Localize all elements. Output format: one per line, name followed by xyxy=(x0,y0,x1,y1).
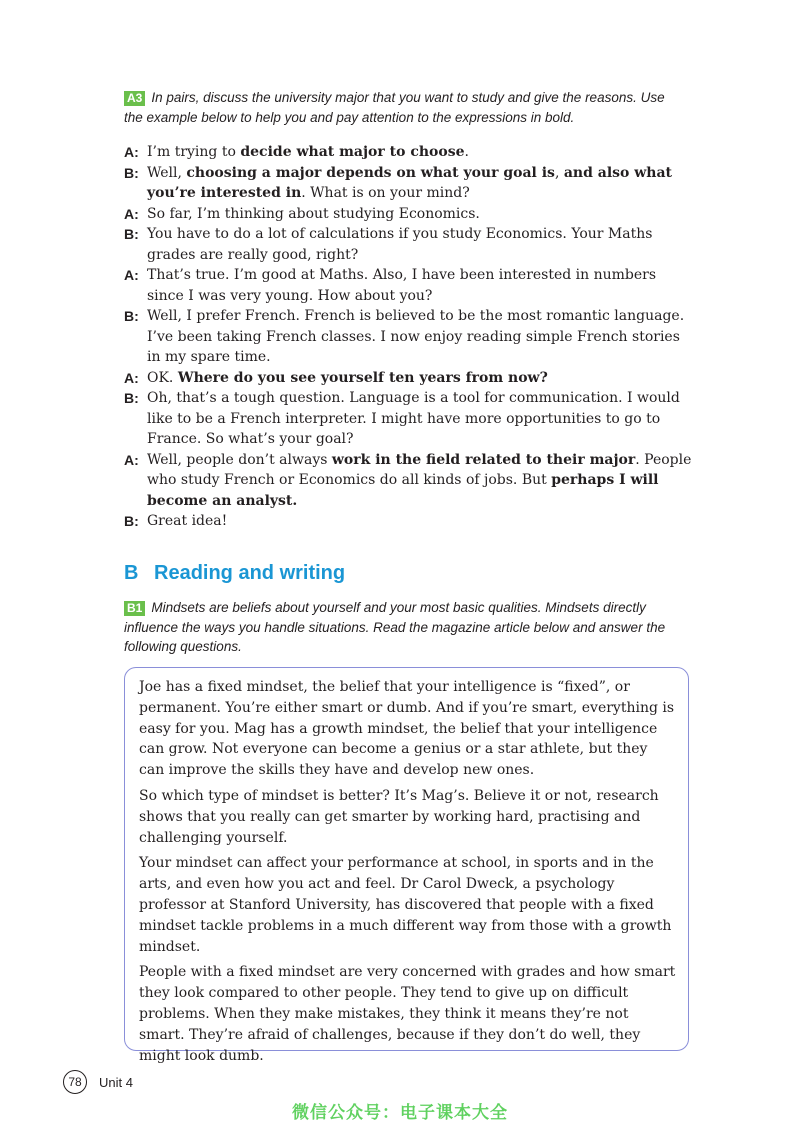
dialogue-line xyxy=(124,265,694,306)
dialogue-segment: Well, xyxy=(147,164,187,181)
dialogue-text xyxy=(147,224,694,265)
speaker-label: A: xyxy=(124,267,139,283)
speaker-label: A: xyxy=(124,144,139,160)
a3-instruction xyxy=(124,88,684,127)
speaker-label: A: xyxy=(124,369,139,386)
b1-instruction-text: Mindsets are beliefs about yourself and your most basic qualities. Mindsets directly influence the ways you handle situations. Read the magazine article below and answer the following questions. xyxy=(124,600,666,654)
speaker-label: B: xyxy=(124,513,139,529)
dialogue-text xyxy=(147,368,694,389)
page-footer xyxy=(63,1070,133,1094)
unit-label: Unit 4 xyxy=(99,1074,133,1090)
dialogue-line xyxy=(124,224,694,265)
dialogue-segment: Well, I prefer French. French is believed to be the most romantic language. I’ve been taking French classes. I now enjoy reading simple French stories in my spare time. xyxy=(147,308,685,365)
bold-expression: work in the field related to their major xyxy=(331,451,636,468)
dialogue-text xyxy=(147,204,694,225)
dialogue-line xyxy=(124,450,694,512)
dialogue-line xyxy=(124,142,694,163)
dialogue-segment: That’s true. I’m good at Maths. Also, I have been interested in numbers since I was very young. How about you? xyxy=(147,267,657,304)
bold-expression: decide what major to choose xyxy=(240,144,465,160)
bold-expression: perhaps I will become an analyst. xyxy=(147,472,659,509)
b1-instruction xyxy=(124,598,684,657)
dialogue-text xyxy=(147,450,694,512)
dialogue-text xyxy=(147,306,694,368)
dialogue-line xyxy=(124,368,694,389)
dialogue-text xyxy=(147,388,694,450)
b1-badge: B1 xyxy=(124,601,145,616)
dialogue xyxy=(124,142,694,532)
article-paragraph: So which type of mindset is better? It’s Mag’s. Believe it or not, research shows that you really can get smarter by working hard, practising and challenging yourself. xyxy=(139,787,659,846)
dialogue-text xyxy=(147,142,694,163)
article-paragraph: Your mindset can affect your performance at school, in sports and in the arts, and even how you act and feel. Dr Carol Dweck, a psychology professor at Stanford University, has discovered that people with a fixed mindset tackle problems in a much different way from those with a growth mindset. xyxy=(139,855,672,955)
dialogue-segment: Great idea! xyxy=(147,513,228,529)
speaker-label: B: xyxy=(124,226,139,242)
dialogue-segment: . What is on your mind? xyxy=(301,185,470,201)
a3-badge: A3 xyxy=(124,91,145,106)
dialogue-segment: . xyxy=(464,144,469,160)
dialogue-segment: You have to do a lot of calculations if you study Economics. Your Maths grades are really good, right? xyxy=(147,226,653,263)
dialogue-segment: Oh, that’s a tough question. Language is a tool for communication. I would like to be a French interpreter. I might have more opportunities to go to France. So what’s your goal? xyxy=(147,390,680,447)
article-box xyxy=(124,667,689,1064)
section-heading xyxy=(124,562,345,585)
dialogue-segment: So far, I’m thinking about studying Economics. xyxy=(147,205,480,222)
dialogue-segment: I’m trying to xyxy=(147,144,241,160)
dialogue-segment: OK. xyxy=(147,369,178,386)
dialogue-line xyxy=(124,204,694,225)
dialogue-line xyxy=(124,163,694,204)
speaker-label: A: xyxy=(124,451,139,468)
article-paragraph: Joe has a fixed mindset, the belief that your intelligence is “fixed”, or permanent. You’re either smart or dumb. And if you’re smart, everything is easy for you. Mag has a growth mindset, the belief that your intelligence can grow. Not everyone can become a genius or a star athlete, but they can improve the skills they have and develop new ones. xyxy=(139,679,675,779)
speaker-label: B: xyxy=(124,390,139,406)
speaker-label: A: xyxy=(124,205,139,222)
a3-instruction-text: In pairs, discuss the university major that you want to study and give the reasons. Use the example below to help you and pay attention to the expressions in bold. xyxy=(124,90,665,125)
dialogue-line xyxy=(124,388,694,450)
bold-expression: Where do you see yourself ten years from now? xyxy=(177,369,548,386)
bold-expression: choosing a major depends on what your goal is xyxy=(186,164,555,181)
dialogue-text xyxy=(147,511,694,532)
dialogue-text xyxy=(147,163,694,204)
speaker-label: B: xyxy=(124,164,139,181)
section-title: Reading and writing xyxy=(154,562,346,584)
bold-expression: and also what you’re interested in xyxy=(147,164,673,201)
dialogue-segment: , xyxy=(554,164,564,181)
dialogue-segment: Well, people don’t always xyxy=(147,451,332,468)
speaker-label: B: xyxy=(124,308,139,324)
watermark: 微信公众号：电子课本大全 xyxy=(292,1103,508,1123)
page-number: 78 xyxy=(63,1070,87,1094)
dialogue-line xyxy=(124,511,694,532)
article-paragraph: People with a fixed mindset are very concerned with grades and how smart they look compared to other people. They tend to give up on difficult problems. When they make mistakes, they think it means they’re not smart. They’re afraid of challenges, because if they don’t do well, they might look dumb. xyxy=(139,964,676,1064)
dialogue-segment: . People who study French or Economics do all kinds of jobs. But xyxy=(147,451,692,488)
section-letter: B xyxy=(124,562,139,584)
dialogue-line xyxy=(124,306,694,368)
dialogue-text xyxy=(147,265,694,306)
